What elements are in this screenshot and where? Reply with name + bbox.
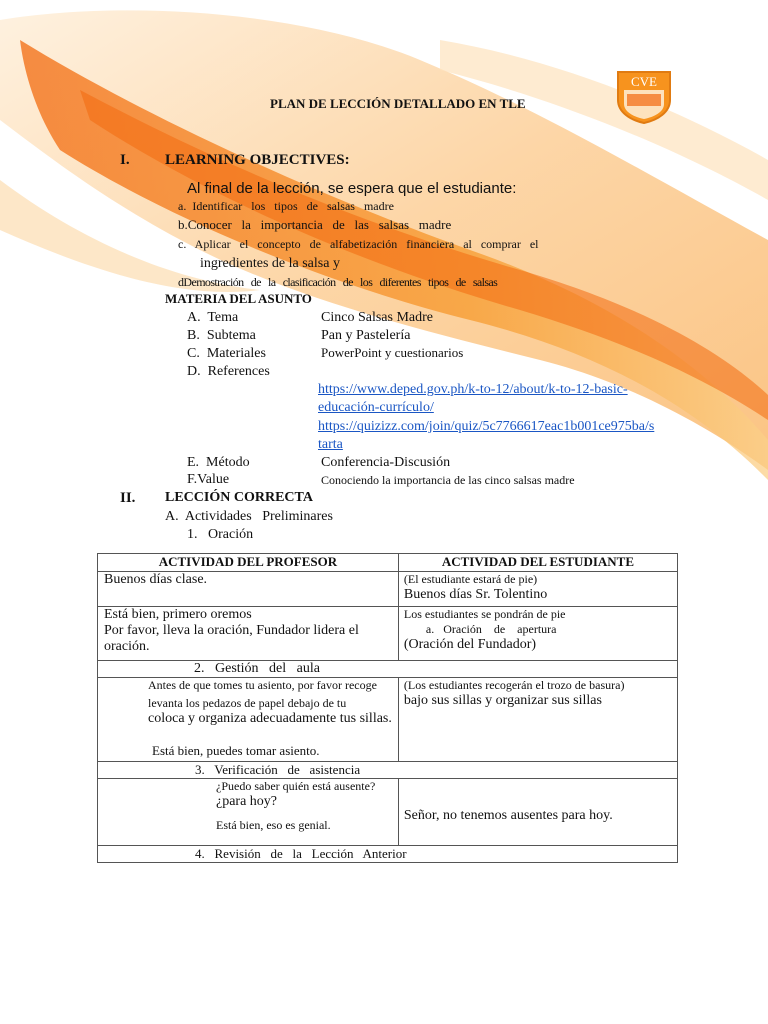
opening-prayer: a. Oración de apertura <box>425 622 557 636</box>
review-heading: 4. Revisión de la Lección Anterior <box>195 846 407 861</box>
table-row <box>98 607 678 661</box>
table-section-row <box>98 846 678 863</box>
section-1-numeral: I. <box>120 152 130 168</box>
cve-logo <box>614 70 674 124</box>
subject-label-tema: A. Tema <box>187 310 239 325</box>
teacher-today: ¿para hoy? <box>216 794 278 809</box>
table-header-row <box>98 554 678 572</box>
objective-d: dDemostración de la clasificación de los diferentes tipos de salsas <box>178 275 498 289</box>
student-cell <box>398 572 677 607</box>
subject-value-metodo: Conferencia-Discusión <box>321 455 451 470</box>
student-greeting: Buenos días Sr. Tolentino <box>403 587 548 602</box>
table-row <box>98 572 678 607</box>
founder-prayer: (Oración del Fundador) <box>403 637 537 652</box>
subject-value-value: Conociendo la importancia de las cinco salsas madre <box>321 473 575 487</box>
teacher-greeting: Buenos días clase. <box>104 572 208 587</box>
teacher-pickup-3: coloca y organiza adecuadamente tus sillas. <box>148 711 392 726</box>
table-row <box>98 779 678 846</box>
objective-a: a. Identificar los tipos de salsas madre <box>178 199 394 213</box>
subject-label-subtema: B. Subtema <box>187 328 256 343</box>
section-2-heading: LECCIÓN CORRECTA <box>165 490 313 505</box>
student-cell <box>398 779 677 846</box>
table-row <box>98 678 678 762</box>
subject-label-metodo: E. Método <box>187 455 250 470</box>
student-cell <box>398 607 677 661</box>
preliminary-activities: A. Actividades Preliminares <box>165 509 333 524</box>
reference-link-deped[interactable]: https://www.deped.gov.ph/k-to-12/about/k-to-12-basic- <box>318 382 628 397</box>
teacher-prayer-2: Por favor, lleva la oración, Fundador lidera el <box>104 623 359 638</box>
teacher-prayer-3: oración. <box>104 639 150 654</box>
subject-matter-heading: MATERIA DEL ASUNTO <box>165 291 312 306</box>
attendance-cell <box>98 762 678 779</box>
table-section-row <box>98 661 678 678</box>
lesson-activity-table <box>97 553 678 863</box>
objective-c-continued: ingredientes de la salsa y <box>200 256 340 271</box>
student-activity-header: ACTIVIDAD DEL ESTUDIANTE <box>398 554 677 572</box>
document-title: PLAN DE LECCIÓN DETALLADO EN TLE <box>270 96 526 111</box>
subject-label-materiales: C. Materiales <box>187 346 266 361</box>
section-2-numeral: II. <box>120 490 136 506</box>
student-pickup-1: (Los estudiantes recogerán el trozo de basura) <box>403 678 625 692</box>
student-no-absents: Señor, no tenemos ausentes para hoy. <box>403 808 613 823</box>
reference-link-quizizz[interactable]: https://quizizz.com/join/quiz/5c7766617eac1b001ce975ba/s <box>318 419 655 434</box>
subject-label-value: F.Value <box>187 472 230 487</box>
classroom-management-cell <box>98 661 678 678</box>
teacher-take-seat: Está bien, puedes tomar asiento. <box>152 743 320 758</box>
teacher-cell <box>98 572 399 607</box>
student-stand-up: Los estudiantes se pondrán de pie <box>403 607 566 621</box>
subject-value-subtema: Pan y Pastelería <box>321 328 411 343</box>
subject-value-materiales: PowerPoint y cuestionarios <box>321 345 464 360</box>
student-cell <box>398 678 677 762</box>
reference-link-deped-continued[interactable]: educación-currículo/ <box>318 400 434 415</box>
classroom-management-heading: 2. Gestión del aula <box>194 661 320 676</box>
teacher-absent-question: ¿Puedo saber quién está ausente? <box>216 779 376 793</box>
student-pickup-2: bajo sus sillas y organizar sus sillas <box>403 693 602 708</box>
teacher-activity-header: ACTIVIDAD DEL PROFESOR <box>98 554 399 572</box>
objective-b: b.Conocer la importancia de las salsas madre <box>178 217 452 232</box>
reference-link-quizizz-continued[interactable]: tarta <box>318 437 343 452</box>
subject-value-tema: Cinco Salsas Madre <box>321 310 433 325</box>
teacher-cell <box>98 607 399 661</box>
attendance-heading: 3. Verificación de asistencia <box>195 762 361 777</box>
review-cell <box>98 846 678 863</box>
teacher-cell <box>98 779 399 846</box>
subject-label-references: D. References <box>187 364 270 379</box>
table-section-row <box>98 762 678 779</box>
student-stand-note: (El estudiante estará de pie) <box>403 572 538 586</box>
section-1-heading: LEARNING OBJECTIVES: <box>165 152 350 168</box>
objectives-intro: Al final de la lección, se espera que el estudiante: <box>187 180 517 197</box>
teacher-pickup-2: levanta los pedazos de papel debajo de tu <box>148 696 347 710</box>
prayer-item: 1. Oración <box>187 527 254 542</box>
objective-c: c. Aplicar el concepto de alfabetización financiera al comprar el <box>178 237 539 251</box>
teacher-great: Está bien, eso es genial. <box>216 818 331 832</box>
teacher-pickup-1: Antes de que tomes tu asiento, por favor recoge <box>148 678 377 692</box>
teacher-cell <box>98 678 399 762</box>
svg-text:CVE: CVE <box>631 74 657 89</box>
teacher-prayer-1: Está bien, primero oremos <box>104 607 252 622</box>
